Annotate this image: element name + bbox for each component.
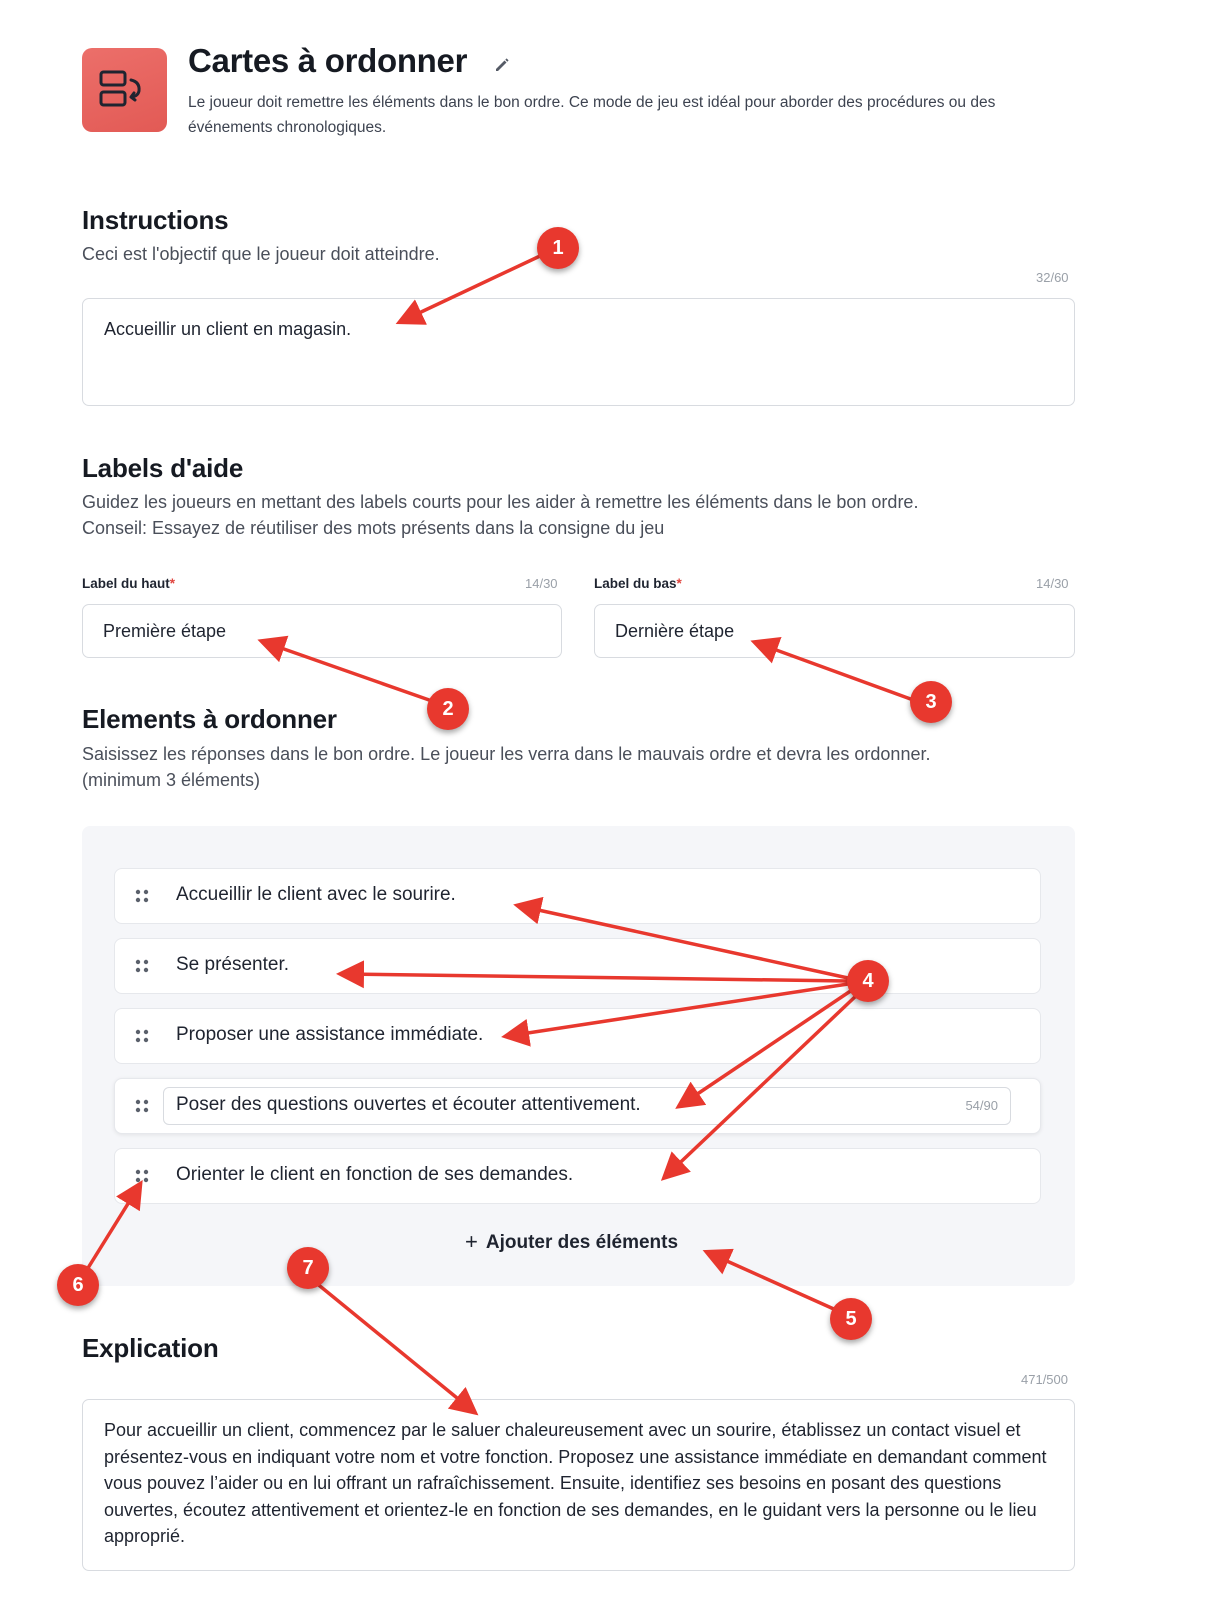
bottom-label-input[interactable] (594, 604, 1075, 658)
instructions-value: Accueillir un client en magasin. (104, 319, 352, 339)
order-item[interactable] (114, 1008, 1041, 1064)
explanation-textarea[interactable] (82, 1399, 1075, 1571)
labels-heading: Labels d'aide (82, 453, 244, 483)
elements-heading: Elements à ordonner (82, 704, 337, 734)
elements-panel (82, 826, 1075, 1286)
game-mode-icon-tile (82, 48, 167, 132)
page-description: Le joueur doit remettre les éléments dans le bon ordre. Ce mode de jeu est idéal pour aborder des procédures ou des événements chronologiques. (188, 94, 996, 136)
annotation-arrow-7 (315, 1282, 473, 1411)
annotation-badge-1: 1 (537, 227, 579, 269)
add-elements-label: Ajouter des éléments (485, 1232, 679, 1253)
labels-subtitle-1: Guidez les joueurs en mettant des labels courts pour les aider à remettre les éléments dans le bon ordre. (82, 492, 919, 512)
instructions-subtitle: Ceci est l'objectif que le joueur doit atteindre. (82, 244, 440, 264)
annotation-badge-5: 5 (830, 1298, 872, 1340)
top-label-label: Label du haut* (82, 576, 176, 591)
drag-handle-icon[interactable] (135, 888, 149, 904)
drag-handle-icon[interactable] (135, 1098, 149, 1114)
top-label-counter: 14/30 (525, 576, 558, 591)
explanation-value: Pour accueillir un client, commencez par le saluer chaleureusement avec un sourire, établissez un contact visuel et présentez-vous en indiquant votre nom et votre fonction. Proposez une assistance immédiate en demandant comment vous pouvez l’aider ou en lui offrant un rafraîchissement. Ensuite, identifiez ses besoins en posant des questions ouvertes, écoutez attentivement et orientez-le en fonction de ses demandes, en le guidant vers la personne ou le lieu approprié. (104, 1420, 1047, 1546)
elements-subtitle-1: Saisissez les réponses dans le bon ordre. Le joueur les verra dans le mauvais ordre et devra les ordonner. (82, 744, 931, 764)
drag-handle-icon[interactable] (135, 1168, 149, 1184)
top-label-input[interactable] (82, 604, 562, 658)
page-title: Cartes à ordonner (188, 42, 468, 79)
order-item-counter: 54/90 (965, 1098, 998, 1113)
bottom-label-counter: 14/30 (1036, 576, 1069, 591)
add-elements-button[interactable] (465, 1228, 678, 1254)
order-item[interactable] (114, 868, 1041, 924)
drag-handle-icon[interactable] (135, 1028, 149, 1044)
bottom-label-label: Label du bas* (594, 576, 682, 591)
annotation-badge-7: 7 (287, 1247, 329, 1289)
order-item[interactable] (114, 938, 1041, 994)
required-mark: * (676, 576, 682, 591)
drag-handle-icon[interactable] (135, 958, 149, 974)
annotation-badge-6: 6 (57, 1264, 99, 1306)
explanation-counter: 471/500 (1021, 1372, 1068, 1387)
order-item-text: Se présenter. (176, 954, 290, 975)
top-label-value: Première étape (103, 621, 227, 641)
explanation-heading: Explication (82, 1333, 219, 1363)
instructions-counter: 32/60 (1036, 270, 1069, 285)
order-item-text: Poser des questions ouvertes et écouter attentivement. (176, 1094, 641, 1115)
order-item-text: Accueillir le client avec le sourire. (176, 884, 456, 905)
annotation-badge-4: 4 (847, 960, 889, 1002)
pencil-icon[interactable] (494, 57, 510, 73)
plus-icon: + (465, 1229, 478, 1254)
annotation-badge-2: 2 (427, 688, 469, 730)
order-item-editing[interactable] (114, 1078, 1041, 1134)
bottom-label-value: Dernière étape (615, 621, 735, 641)
order-item[interactable] (114, 1148, 1041, 1204)
order-item-text: Orienter le client en fonction de ses demandes. (176, 1164, 574, 1185)
annotation-badge-3: 3 (910, 681, 952, 723)
required-mark: * (169, 576, 176, 591)
order-item-text: Proposer une assistance immédiate. (176, 1024, 484, 1045)
labels-subtitle-2: Conseil: Essayez de réutiliser des mots présents dans la consigne du jeu (82, 518, 665, 538)
elements-subtitle-2: (minimum 3 éléments) (82, 770, 261, 790)
reorder-cards-icon (99, 68, 151, 112)
instructions-heading: Instructions (82, 205, 229, 235)
instructions-textarea[interactable] (82, 298, 1075, 406)
